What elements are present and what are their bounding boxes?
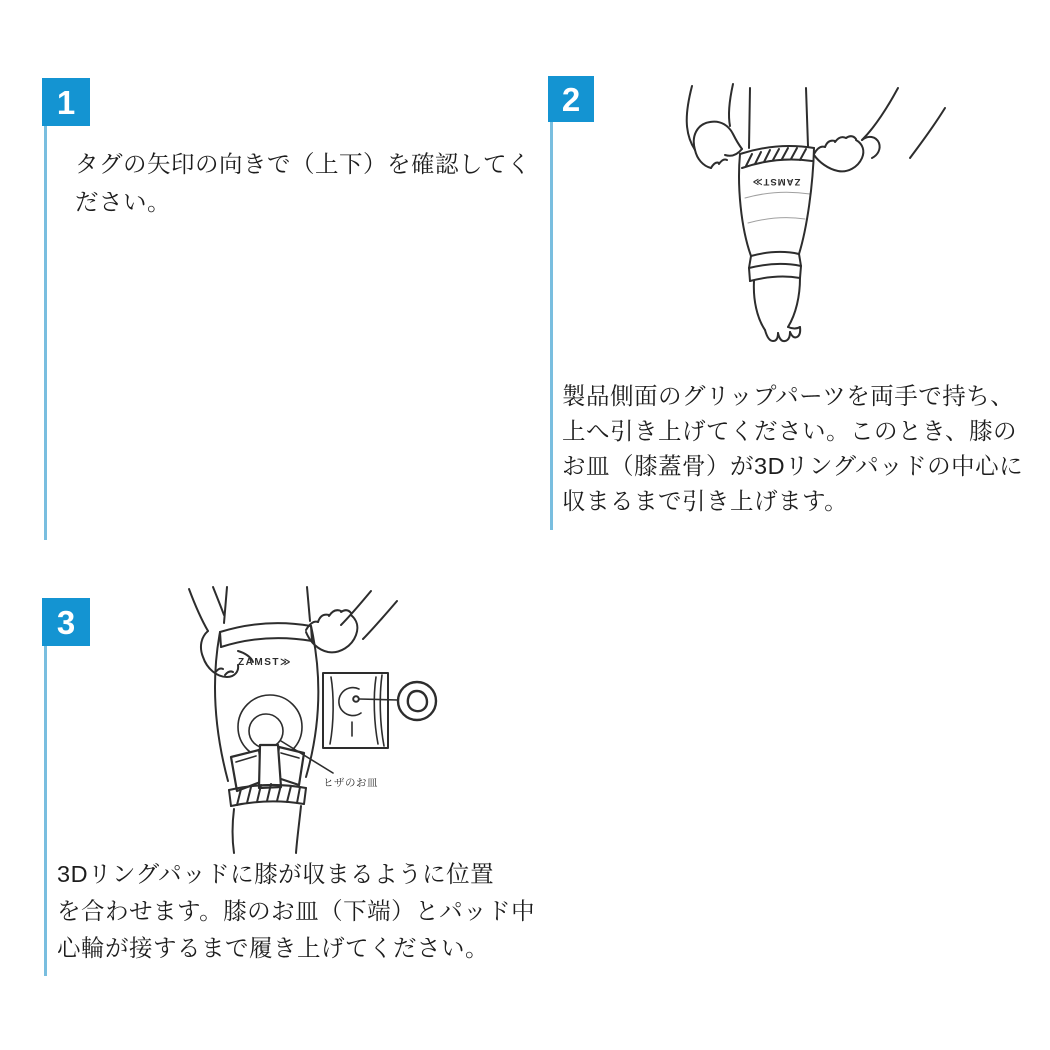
step-1-badge: 1 bbox=[42, 78, 90, 126]
zamst-logo: ZAMST≫ bbox=[238, 657, 292, 668]
zamst-logo-upside-down: ZAMST≫ bbox=[751, 176, 801, 187]
step-3-text-line: を合わせます。膝のお皿（下端）とパッド中 bbox=[57, 898, 536, 924]
lower-leg bbox=[749, 88, 808, 148]
step-1-text-line: タグの矢印の向きで（上下）を確認してく bbox=[75, 151, 531, 177]
sleeve-knit-texture bbox=[741, 160, 812, 254]
step-3-illustration bbox=[175, 585, 520, 855]
kneecap-inset-box bbox=[323, 673, 398, 748]
step-3-text bbox=[57, 856, 547, 967]
shin bbox=[233, 806, 302, 853]
step-3-badge: 3 bbox=[42, 598, 90, 646]
step-2-illustration bbox=[615, 78, 1015, 373]
left-hand bbox=[687, 84, 742, 168]
step-2-badge: 2 bbox=[548, 76, 594, 122]
step-2-text-line: 上へ引き上げてください。このとき、膝の bbox=[562, 418, 1018, 444]
kneecap-callout-label: ヒザのお皿 bbox=[323, 777, 378, 789]
ring-pad-center-ring bbox=[249, 714, 283, 748]
step-3-rule bbox=[44, 646, 47, 976]
step-1-rule bbox=[44, 126, 47, 540]
step-2-text bbox=[562, 379, 1032, 519]
right-hand bbox=[814, 88, 945, 171]
five-toed-foot bbox=[754, 278, 800, 341]
step-2-text-line: お皿（膝蓋骨）が3Dリングパッドの中心に bbox=[562, 453, 1024, 479]
ring-pad-icon bbox=[398, 682, 436, 720]
thigh bbox=[224, 587, 310, 623]
step-1-text bbox=[75, 146, 545, 221]
step-2-text-line: 製品側面のグリップパーツを両手で持ち、 bbox=[562, 383, 1015, 409]
step-2-text-line: 収まるまで引き上げます。 bbox=[562, 488, 849, 514]
knee-sleeve bbox=[739, 146, 814, 256]
right-hand bbox=[306, 591, 397, 652]
step-3-text-line: 心輪が接するまで履き上げてください。 bbox=[57, 935, 489, 961]
ankle-bands bbox=[749, 252, 801, 281]
step-3-text-line: 3Dリングパッドに膝が収まるように位置 bbox=[57, 861, 495, 887]
step-1-text-line: ださい。 bbox=[75, 188, 171, 215]
step-2-rule bbox=[550, 122, 553, 530]
